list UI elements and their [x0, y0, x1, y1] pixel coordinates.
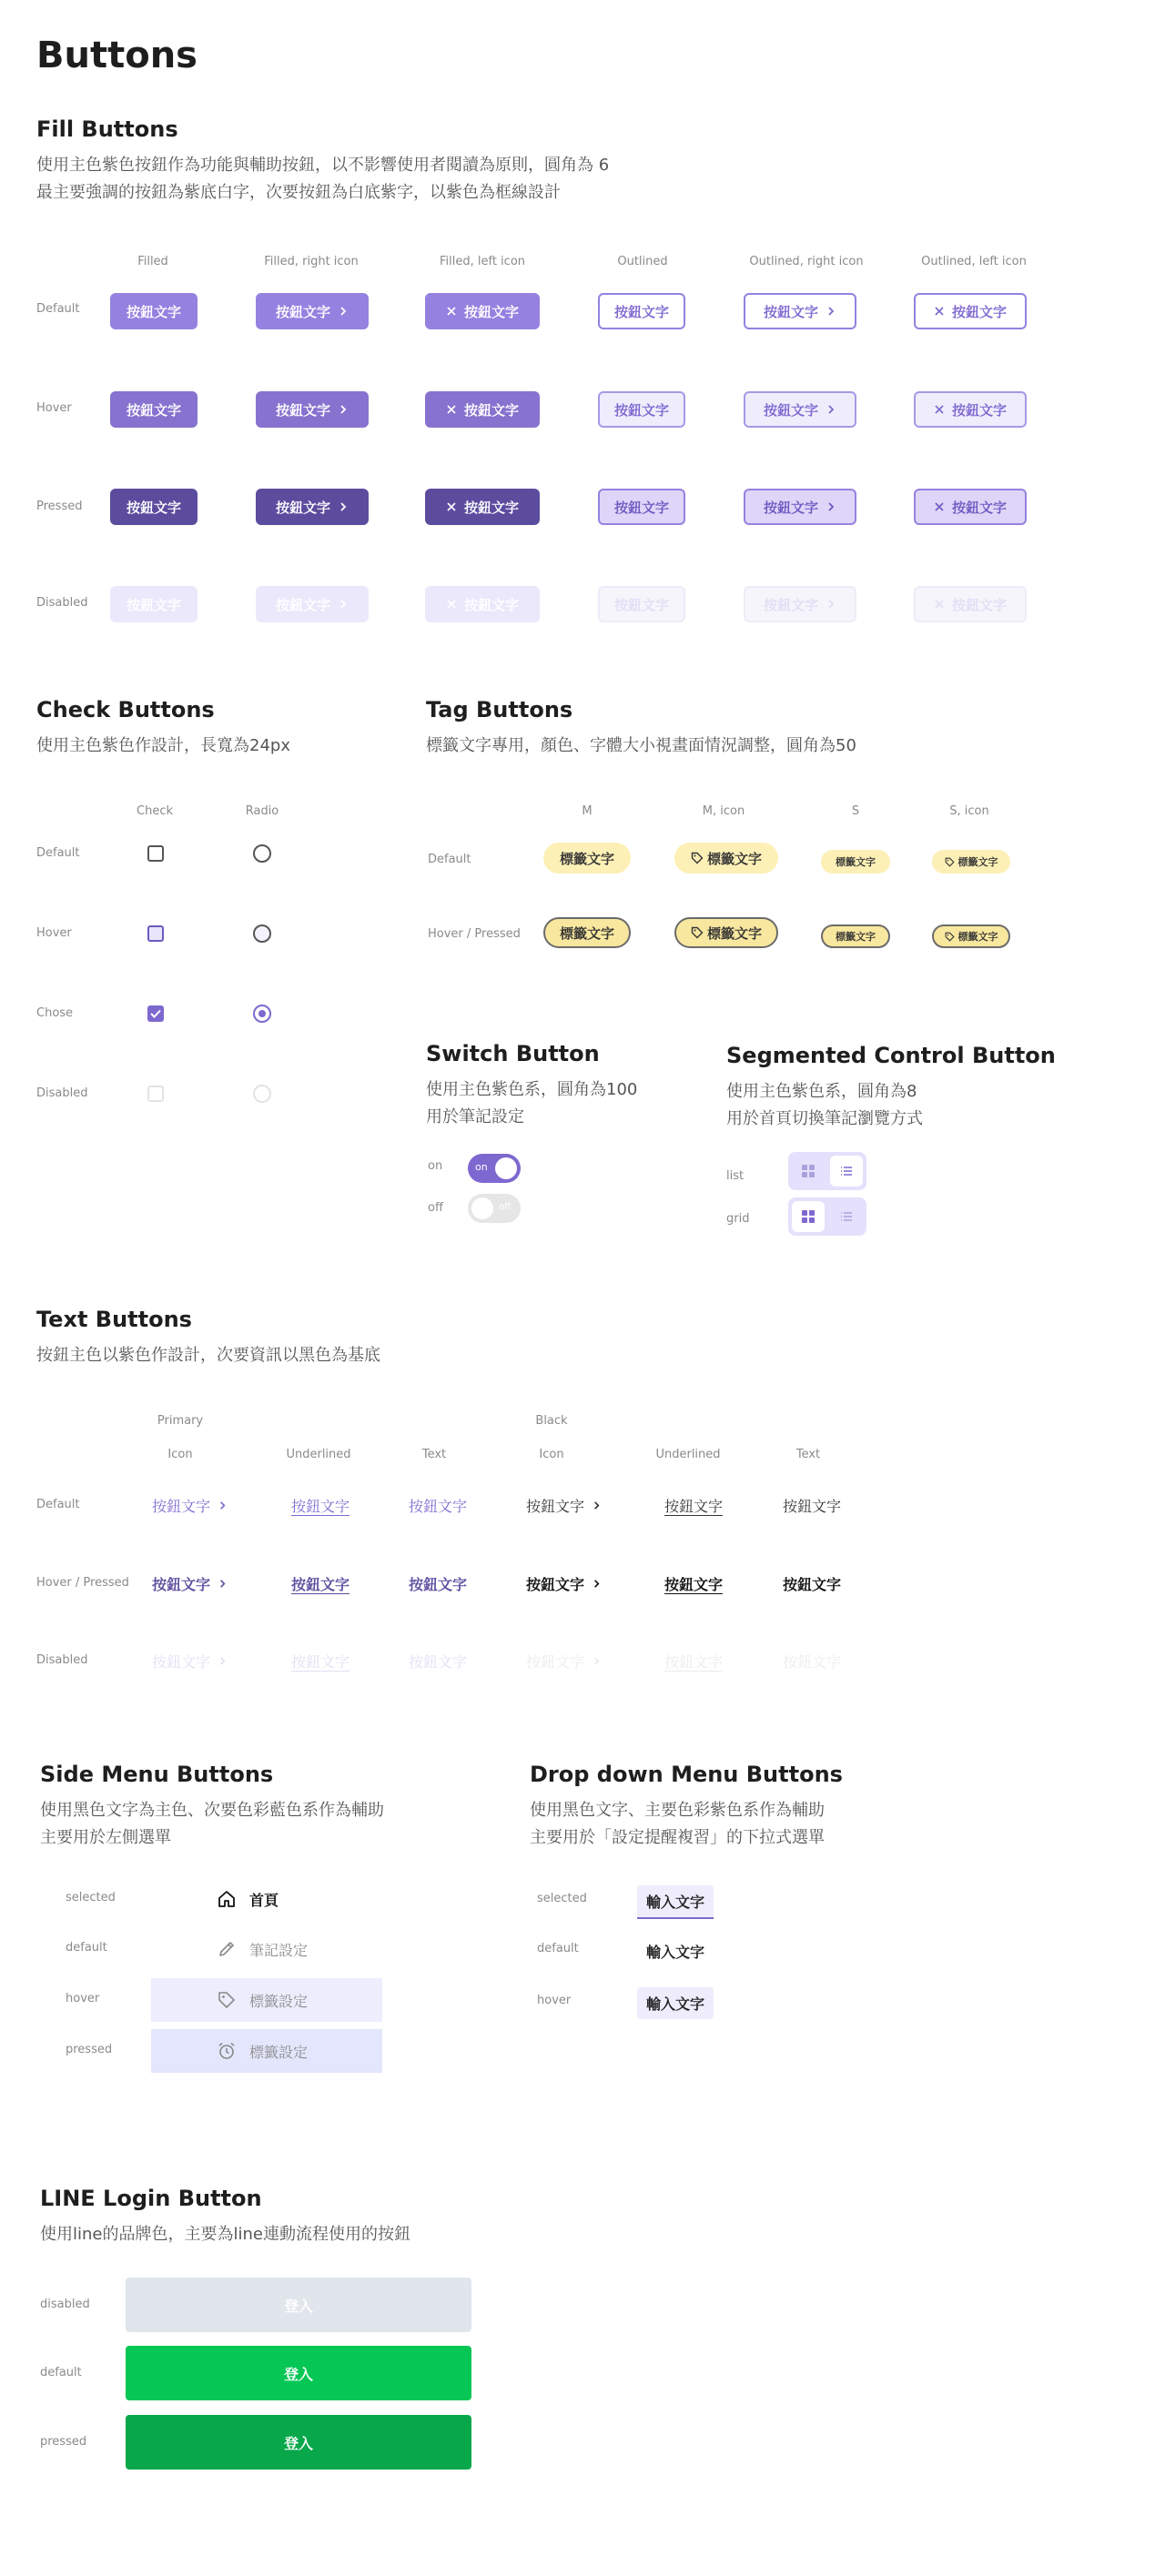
line-login-title: LINE Login Button	[40, 2186, 262, 2211]
state-pressed: Pressed	[36, 500, 83, 513]
col-radio: Radio	[245, 804, 279, 818]
tag-icon	[217, 1990, 237, 2010]
filled-button[interactable]: 按鈕文字	[110, 586, 198, 622]
col-outlined-right-icon: Outlined, right icon	[749, 255, 864, 268]
tag-s-icon[interactable]: 標籤文字	[932, 850, 1010, 874]
outlined-right-icon-button[interactable]: 按鈕文字	[744, 391, 856, 428]
list-view-button[interactable]	[830, 1201, 863, 1232]
filled-button[interactable]: 按鈕文字	[110, 489, 198, 525]
chevron-right-icon	[826, 306, 836, 317]
black-text-button-hover[interactable]: 按鈕文字	[783, 1576, 842, 1593]
line-login-button-pressed[interactable]: 登入	[126, 2415, 471, 2470]
col-outlined: Outlined	[617, 255, 668, 268]
tag-buttons-title: Tag Buttons	[426, 697, 573, 722]
segmented-list-label: list	[726, 1169, 745, 1183]
outlined-right-icon-button[interactable]: 按鈕文字	[744, 489, 856, 525]
fill-buttons-desc-2: 最主要強調的按鈕為紫底白字，次要按鈕為白底紫字，以紫色為框線設計	[36, 183, 561, 202]
primary-icon-text-button[interactable]: 按鈕文字	[152, 1495, 228, 1516]
chevron-right-icon	[218, 1500, 228, 1510]
side-menu-title: Side Menu Buttons	[40, 1762, 274, 1787]
col-tag-m: M	[582, 804, 593, 818]
dropdown-desc-1: 使用黑色文字、主要色彩紫色系作為輔助	[530, 1801, 825, 1820]
group-primary: Primary	[157, 1414, 204, 1428]
state-hover: Hover	[36, 401, 72, 415]
close-icon	[446, 599, 457, 610]
switch-on[interactable]: on	[468, 1154, 521, 1183]
check-buttons-title: Check Buttons	[36, 697, 215, 722]
checkbox-hover[interactable]	[147, 925, 164, 942]
fill-buttons-desc-1: 使用主色紫色按鈕作為功能與輔助按鈕，以不影響使用者閱讀為原則，圓角為 6	[36, 156, 610, 175]
filled-left-icon-button[interactable]: 按鈕文字	[425, 391, 540, 428]
primary-text-button-hover[interactable]: 按鈕文字	[409, 1576, 468, 1593]
col-black-icon: Icon	[539, 1448, 564, 1461]
close-icon	[934, 404, 945, 415]
col-filled: Filled	[137, 255, 168, 268]
side-state-hover: hover	[66, 1992, 100, 2005]
tag-icon	[691, 852, 704, 864]
segmented-grid-label: grid	[726, 1212, 750, 1226]
check-state-chose: Chose	[36, 1006, 74, 1020]
tag-icon	[691, 926, 704, 939]
state-default: Default	[36, 302, 80, 316]
checkbox-default[interactable]	[147, 845, 164, 862]
chevron-right-icon	[218, 1656, 228, 1666]
side-menu-desc-2: 主要用於左側選單	[40, 1828, 171, 1847]
text-state-default: Default	[36, 1498, 80, 1511]
check-state-default: Default	[36, 846, 80, 860]
grid-view-button[interactable]	[792, 1201, 825, 1232]
chevron-right-icon	[218, 1579, 228, 1589]
dropdown-item-selected[interactable]: 輸入文字	[637, 1885, 714, 1919]
tag-m[interactable]: 標籤文字	[543, 843, 631, 874]
switch-off[interactable]: off	[468, 1194, 521, 1223]
filled-right-icon-button[interactable]: 按鈕文字	[256, 489, 369, 525]
chevron-right-icon	[338, 404, 349, 415]
outlined-button[interactable]: 按鈕文字	[598, 293, 685, 329]
state-disabled: Disabled	[36, 596, 88, 610]
col-filled-left-icon: Filled, left icon	[439, 255, 526, 268]
side-menu-item-home[interactable]: 首頁	[151, 1877, 382, 1921]
switch-off-label: off	[428, 1201, 443, 1215]
check-buttons-desc: 使用主色紫色作設計，長寬為24px	[36, 736, 290, 755]
black-underlined-text-button-disabled[interactable]: 按鈕文字	[664, 1653, 724, 1671]
checkbox-disabled[interactable]	[147, 1086, 164, 1102]
col-primary-underlined: Underlined	[286, 1448, 351, 1461]
filled-button[interactable]: 按鈕文字	[110, 293, 198, 329]
tag-s-icon-hover[interactable]: 標籤文字	[932, 924, 1010, 948]
alarm-icon	[217, 2041, 237, 2061]
filled-left-icon-button[interactable]: 按鈕文字	[425, 586, 540, 622]
dropdown-item-default[interactable]: 輸入文字	[646, 1944, 705, 1961]
tag-buttons-desc: 標籤文字專用，顏色、字體大小視畫面情況調整，圓角為50	[426, 736, 856, 755]
chevron-right-icon	[338, 599, 349, 610]
list-view-button[interactable]	[830, 1156, 863, 1187]
radio-checked[interactable]	[253, 1005, 271, 1023]
chevron-right-icon	[826, 599, 836, 610]
list-icon	[839, 1209, 854, 1224]
text-buttons-desc: 按鈕主色以紫色作設計，次要資訊以黑色為基底	[36, 1346, 380, 1365]
close-icon	[934, 599, 945, 610]
black-icon-text-button-hover[interactable]: 按鈕文字	[526, 1573, 602, 1594]
text-state-disabled: Disabled	[36, 1653, 88, 1667]
grid-icon	[801, 1164, 816, 1178]
col-primary-text: Text	[421, 1448, 447, 1461]
outlined-left-icon-button[interactable]: 按鈕文字	[914, 489, 1027, 525]
home-icon	[217, 1889, 237, 1909]
line-state-pressed: pressed	[40, 2435, 87, 2449]
check-state-disabled: Disabled	[36, 1086, 88, 1100]
primary-underlined-text-button[interactable]: 按鈕文字	[291, 1498, 350, 1515]
filled-right-icon-button[interactable]: 按鈕文字	[256, 391, 369, 428]
close-icon	[446, 501, 457, 512]
list-icon	[839, 1164, 854, 1178]
close-icon	[934, 501, 945, 512]
col-tag-m-icon: M, icon	[702, 804, 745, 818]
check-state-hover: Hover	[36, 926, 72, 940]
line-state-default: default	[40, 2366, 82, 2379]
radio-hover[interactable]	[253, 924, 271, 943]
chevron-right-icon	[826, 404, 836, 415]
outlined-button[interactable]: 按鈕文字	[598, 391, 685, 428]
side-menu-item-note-settings[interactable]: 筆記設定	[151, 1927, 382, 1971]
chevron-right-icon	[592, 1500, 602, 1510]
col-tag-s: S	[851, 804, 860, 818]
col-check: Check	[137, 804, 173, 818]
outlined-left-icon-button[interactable]: 按鈕文字	[914, 293, 1027, 329]
radio-default[interactable]	[253, 844, 271, 863]
chevron-right-icon	[826, 501, 836, 512]
outlined-button[interactable]: 按鈕文字	[598, 586, 685, 622]
close-icon	[934, 306, 945, 317]
fill-buttons-title: Fill Buttons	[36, 116, 178, 142]
chevron-right-icon	[338, 501, 349, 512]
grid-view-button[interactable]	[792, 1156, 825, 1187]
tag-icon	[945, 932, 955, 942]
dropdown-state-selected: selected	[537, 1892, 587, 1905]
pencil-icon	[217, 1939, 237, 1959]
filled-button[interactable]: 按鈕文字	[110, 391, 198, 428]
col-black-text: Text	[795, 1448, 821, 1461]
switch-desc-2: 用於筆記設定	[426, 1107, 524, 1126]
primary-text-button[interactable]: 按鈕文字	[409, 1498, 468, 1515]
filled-left-icon-button[interactable]: 按鈕文字	[425, 293, 540, 329]
col-black-underlined: Underlined	[655, 1448, 721, 1461]
dropdown-title: Drop down Menu Buttons	[530, 1762, 843, 1787]
black-icon-text-button[interactable]: 按鈕文字	[526, 1495, 602, 1516]
col-primary-icon: Icon	[167, 1448, 193, 1461]
close-icon	[446, 306, 457, 317]
black-text-button[interactable]: 按鈕文字	[783, 1498, 842, 1515]
side-menu-item-tag-settings-hover[interactable]: 標籤設定	[151, 1978, 382, 2022]
tag-s-hover[interactable]: 標籤文字	[821, 924, 890, 948]
dropdown-desc-2: 主要用於「設定提醒複習」的下拉式選單	[530, 1828, 825, 1847]
segmented-control-list	[788, 1152, 866, 1190]
tag-m-hover[interactable]: 標籤文字	[543, 917, 631, 948]
page-title: Buttons	[36, 35, 198, 76]
line-login-button-disabled[interactable]: 登入	[126, 2278, 471, 2332]
close-icon	[446, 404, 457, 415]
outlined-left-icon-button[interactable]: 按鈕文字	[914, 391, 1027, 428]
tag-m-icon-hover[interactable]: 標籤文字	[674, 917, 778, 948]
side-menu-desc-1: 使用黑色文字為主色、次要色彩藍色系作為輔助	[40, 1801, 384, 1820]
chevron-right-icon	[592, 1656, 602, 1666]
segmented-control-grid	[788, 1197, 866, 1236]
col-outlined-left-icon: Outlined, left icon	[921, 255, 1027, 268]
segmented-desc-2: 用於首頁切換筆記瀏覽方式	[726, 1109, 923, 1128]
primary-underlined-text-button-disabled[interactable]: 按鈕文字	[291, 1653, 350, 1671]
primary-icon-text-button-hover[interactable]: 按鈕文字	[152, 1573, 228, 1594]
side-state-default: default	[66, 1941, 107, 1955]
segmented-desc-1: 使用主色紫色系，圓角為8	[726, 1082, 917, 1101]
switch-title: Switch Button	[426, 1041, 600, 1066]
black-icon-text-button-disabled[interactable]: 按鈕文字	[526, 1651, 602, 1672]
tag-s[interactable]: 標籤文字	[821, 850, 890, 874]
tag-m-icon[interactable]: 標籤文字	[674, 843, 778, 874]
chevron-right-icon	[338, 306, 349, 317]
grid-icon	[801, 1209, 816, 1224]
col-tag-s-icon: S, icon	[949, 804, 989, 818]
dropdown-state-default: default	[537, 1942, 579, 1955]
line-login-button[interactable]: 登入	[126, 2346, 471, 2400]
tag-state-hover: Hover / Pressed	[428, 927, 521, 941]
outlined-right-icon-button[interactable]: 按鈕文字	[744, 293, 856, 329]
text-state-hover: Hover / Pressed	[36, 1576, 129, 1590]
chevron-right-icon	[592, 1579, 602, 1589]
col-filled-right-icon: Filled, right icon	[264, 255, 359, 268]
dropdown-state-hover: hover	[537, 1994, 572, 2007]
black-underlined-text-button[interactable]: 按鈕文字	[664, 1498, 724, 1515]
dropdown-item-hover[interactable]: 輸入文字	[637, 1987, 714, 2019]
group-black: Black	[535, 1414, 568, 1428]
checkbox-checked[interactable]	[147, 1005, 164, 1022]
outlined-button[interactable]: 按鈕文字	[598, 489, 685, 525]
black-underlined-text-button-hover[interactable]: 按鈕文字	[664, 1576, 724, 1593]
switch-desc-1: 使用主色紫色系，圓角為100	[426, 1080, 638, 1099]
line-state-disabled: disabled	[40, 2298, 90, 2311]
radio-disabled[interactable]	[253, 1085, 271, 1103]
filled-right-icon-button[interactable]: 按鈕文字	[256, 293, 369, 329]
filled-left-icon-button[interactable]: 按鈕文字	[425, 489, 540, 525]
black-text-button-disabled[interactable]: 按鈕文字	[783, 1653, 842, 1671]
filled-right-icon-button[interactable]: 按鈕文字	[256, 586, 369, 622]
side-state-selected: selected	[66, 1891, 116, 1904]
primary-icon-text-button-disabled[interactable]: 按鈕文字	[152, 1651, 228, 1672]
primary-underlined-text-button-hover[interactable]: 按鈕文字	[291, 1576, 350, 1593]
segmented-title: Segmented Control Button	[726, 1043, 1056, 1068]
outlined-right-icon-button[interactable]: 按鈕文字	[744, 586, 856, 622]
primary-text-button-disabled[interactable]: 按鈕文字	[409, 1653, 468, 1671]
check-icon	[147, 1005, 164, 1022]
side-menu-item-tag-settings-pressed[interactable]: 標籤設定	[151, 2029, 382, 2073]
side-state-pressed: pressed	[66, 2043, 113, 2056]
switch-on-label: on	[428, 1159, 443, 1173]
line-login-desc: 使用line的品牌色，主要為line連動流程使用的按鈕	[40, 2225, 410, 2244]
tag-icon	[945, 857, 955, 867]
tag-state-default: Default	[428, 853, 471, 866]
text-buttons-title: Text Buttons	[36, 1307, 192, 1332]
outlined-left-icon-button[interactable]: 按鈕文字	[914, 586, 1027, 622]
